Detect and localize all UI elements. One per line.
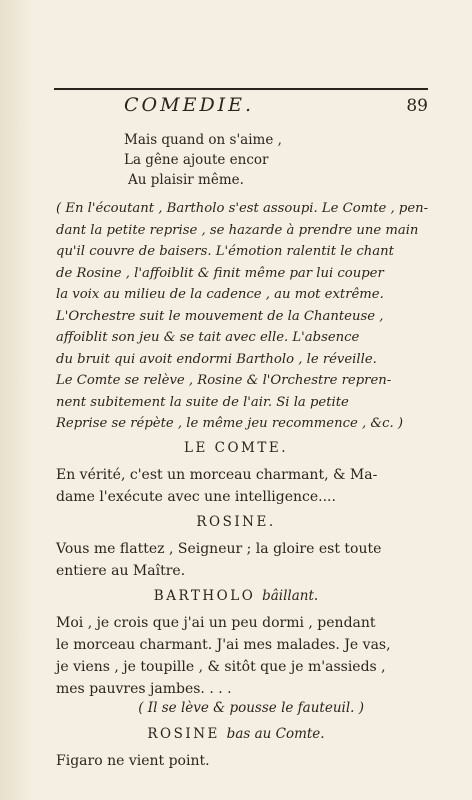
running-header — [54, 88, 428, 118]
speech-line: En vérité, c'est un morceau charmant, & Ma- — [56, 467, 378, 483]
speaker-name: BARTHOLO bâillant. — [153, 588, 319, 604]
stage-line: dant la petite reprise , se hazarde à prendre une main — [56, 222, 419, 238]
stage-line: Reprise se répète , le même jeu recommence , &c. ) — [56, 416, 404, 431]
speech-line: Figaro ne vient point. — [56, 753, 210, 769]
stage-line: qu'il couvre de baisers. L'émotion ralentit le chant — [56, 244, 394, 259]
stage-line: ( En l'écoutant , Bartholo s'est assoupi. Le Comte , pen- — [56, 201, 429, 216]
speaker-name: ROSINE bas au Comte. — [147, 726, 325, 742]
speaker-aside: bâillant. — [262, 588, 319, 604]
inline-stage-direction: ( Il se lève & pousse le fauteuil. ) — [138, 700, 364, 716]
speech — [56, 538, 426, 582]
speech-line: dame l'exécute avec une intelligence.... — [56, 489, 336, 505]
verse-line: Au plaisir même. — [128, 172, 244, 188]
speech-line: le morceau charmant. J'ai mes malades. Je vas, — [56, 637, 391, 653]
header-rule — [54, 88, 428, 90]
song-verse — [124, 130, 344, 190]
speech — [56, 750, 426, 772]
stage-line: affoiblit son jeu & se tait avec elle. L'absence — [56, 330, 360, 345]
verse-line: La gêne ajoute encor — [124, 152, 269, 168]
speaker-name: LE COMTE. — [184, 440, 288, 456]
stage-line: Le Comte se relève , Rosine & l'Orchestre repren- — [56, 373, 392, 388]
page-gutter — [0, 0, 34, 800]
stage-line: L'Orchestre suit le mouvement de la Chanteuse , — [56, 308, 384, 324]
running-title: COMEDIE. — [124, 94, 255, 116]
speech-line: mes pauvres jambes. . . . — [56, 681, 232, 697]
speaker-aside: bas au Comte. — [226, 726, 325, 742]
stage-direction — [56, 198, 429, 435]
speech-line: entiere au Maître. — [56, 563, 186, 579]
speech — [56, 612, 426, 700]
speech-line: je viens , je toupille , & sitôt que je m'assieds , — [56, 659, 386, 675]
page-number: 89 — [406, 96, 428, 116]
speech — [56, 464, 426, 508]
stage-line: la voix au milieu de la cadence , au mot extrême. — [56, 287, 384, 302]
speaker-name: ROSINE. — [196, 514, 276, 530]
speech-line: Vous me flattez , Seigneur ; la gloire est toute — [56, 541, 382, 557]
verse-line: Mais quand on s'aime , — [124, 132, 282, 148]
stage-line: nent subitement la suite de l'air. Si la petite — [56, 394, 349, 410]
speech-line: Moi , je crois que j'ai un peu dormi , pendant — [56, 615, 376, 631]
stage-line: de Rosine , l'affoiblit & finit même par lui couper — [56, 265, 384, 281]
stage-line: du bruit qui avoit endormi Bartholo , le réveille. — [56, 351, 377, 367]
